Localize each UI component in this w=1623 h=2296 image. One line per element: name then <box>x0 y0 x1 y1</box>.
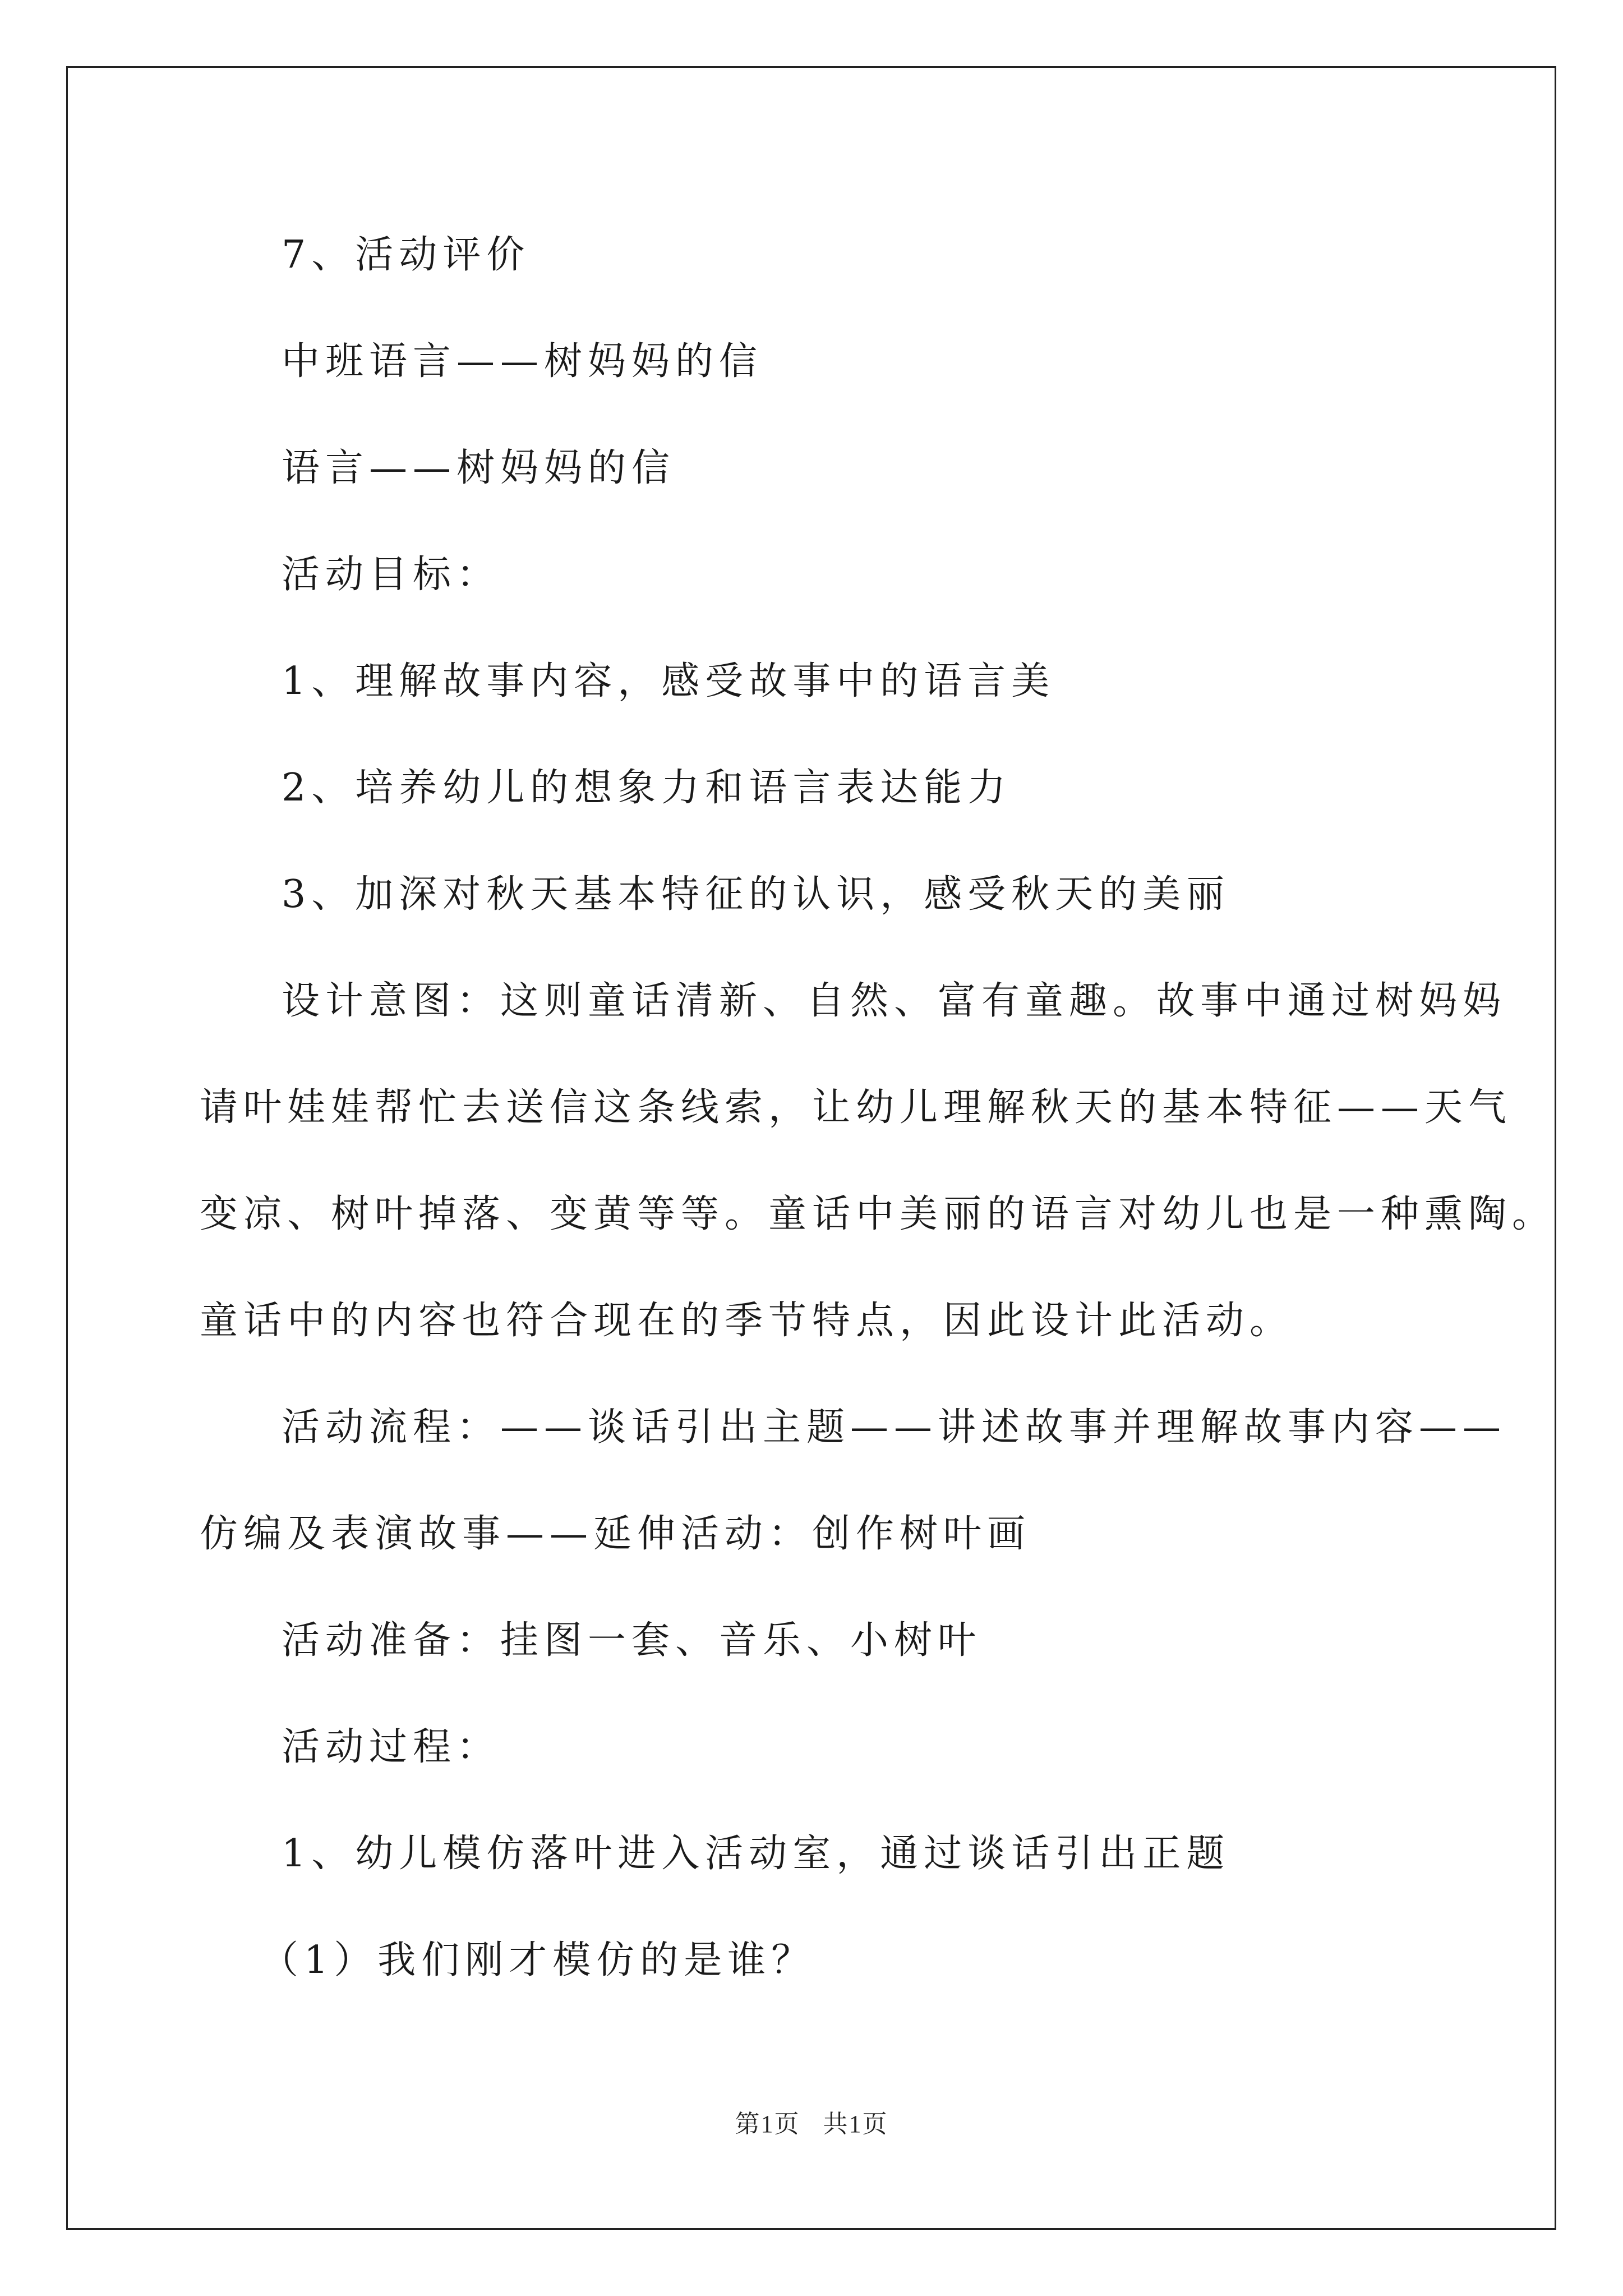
paragraph: 仿编及表演故事——延伸活动：创作树叶画 <box>200 1512 1031 1556</box>
paragraph: 请叶娃娃帮忙去送信这条线索，让幼儿理解秋天的基本特征——天气 <box>200 1085 1513 1130</box>
page-number: 第1页 <box>735 2110 800 2138</box>
page-total: 共1页 <box>823 2110 888 2138</box>
page-footer <box>0 2104 1623 2139</box>
paragraph: 1、幼儿模仿落叶进入活动室，通过谈话引出正题 <box>282 1832 1230 1876</box>
paragraph: 中班语言——树妈妈的信 <box>282 339 763 384</box>
paragraph: 童话中的内容也符合现在的季节特点，因此设计此活动。 <box>200 1299 1294 1343</box>
paragraph: 设计意图：这则童话清新、自然、富有童趣。故事中通过树妈妈 <box>282 979 1507 1023</box>
paragraph: 1、理解故事内容，感受故事中的语言美 <box>282 659 1055 703</box>
document-body <box>200 202 1556 2014</box>
paragraph: 语言——树妈妈的信 <box>282 446 676 490</box>
paragraph: 活动准备：挂图一套、音乐、小树叶 <box>282 1618 982 1663</box>
paragraph: 活动目标： <box>282 553 501 597</box>
paragraph: 变凉、树叶掉落、变黄等等。童话中美丽的语言对幼儿也是一种熏陶。 <box>200 1192 1556 1236</box>
paragraph: 7、活动评价 <box>282 233 531 277</box>
paragraph: 2、培养幼儿的想象力和语言表达能力 <box>282 766 1012 810</box>
paragraph: （1）我们刚才模仿的是谁？ <box>260 1938 815 1982</box>
paragraph: 3、加深对秋天基本特征的认识，感受秋天的美丽 <box>282 872 1230 917</box>
paragraph: 活动流程：——谈话引出主题——讲述故事并理解故事内容—— <box>282 1405 1507 1450</box>
paragraph: 活动过程： <box>282 1725 501 1769</box>
